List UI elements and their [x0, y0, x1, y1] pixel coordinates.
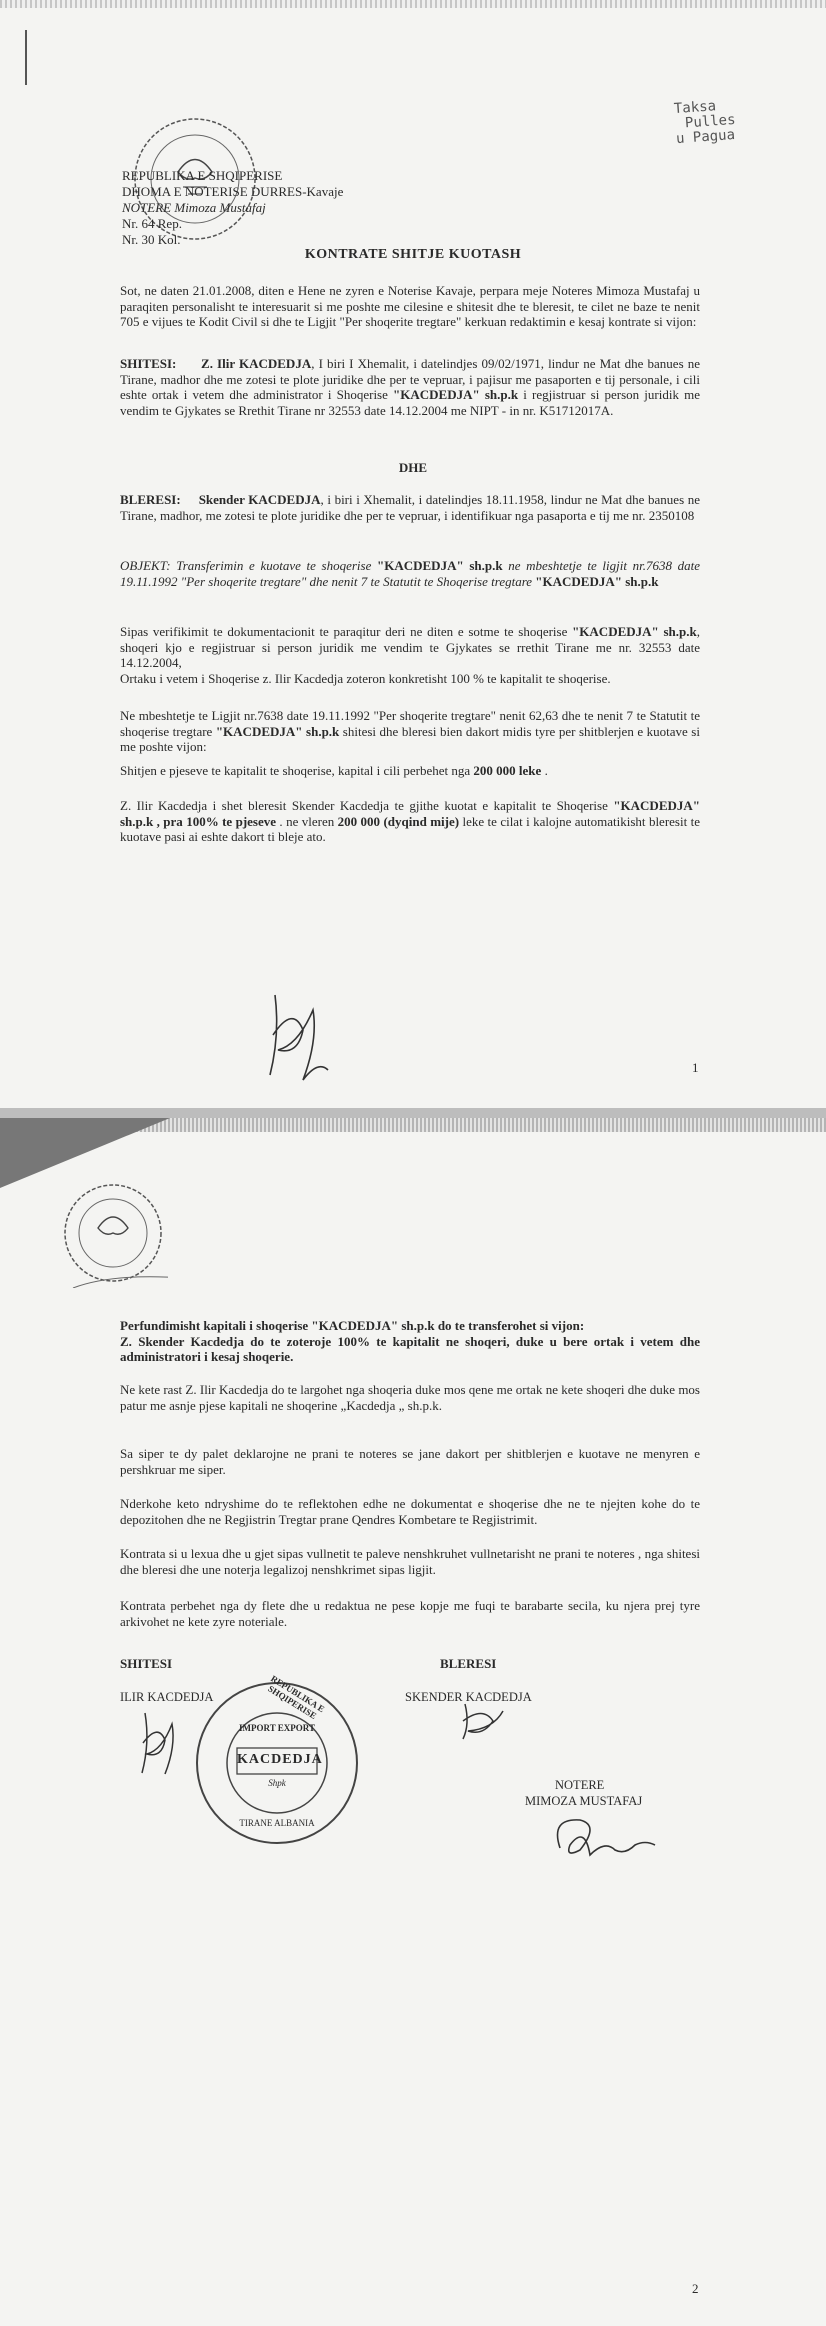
- company-name: "KACDEDJA" sh.p.k: [215, 723, 340, 739]
- buyer-text: , i biri i Xhemalit, i datelindjes 18.11.1958, lindur ne Mat dhe banues ne Tirane, madhor, me zotesi te plote juridike dhe per te vepruar, i identifikuar nga pasaporta e tij me nr. 2350108: [120, 492, 701, 523]
- tax-stamp-line: u Pagua: [675, 126, 736, 148]
- seller-text: i regjistruar si person juridik me vendim te Gjykates se Rrethit Tirane nr 32553 date 14.12.2004 me NIPT - in nr. K51712017A.: [120, 387, 700, 418]
- buyer-paragraph: [120, 492, 700, 523]
- company-name: "KACDEDJA" sh.p.k: [535, 573, 659, 589]
- seller-heading: SHITESI: [120, 1656, 173, 1671]
- law-text: shitesi dhe bleresi bien dakort midis tyre per shitblerjen e kuotave si me poshte vijon:: [120, 723, 700, 754]
- capital-text: Shitjen e pjeseve te kapitalit te shoqerise, kapital i cili perbehet nga: [120, 763, 474, 778]
- sale-text: Z. Ilir Kacdedja i shet bleresit Skender Kacdedja te gjithe kuotat e kapitalit te Shoqerise: [120, 798, 614, 813]
- final-paragraph: [120, 1318, 700, 1365]
- seller-paragraph: [120, 356, 700, 418]
- sale-paragraph: [120, 798, 700, 845]
- header-line: DHOMA E NOTERISE DURRES-Kavaje: [122, 184, 344, 199]
- signature-icon: [540, 1808, 670, 1868]
- paragraph-5: Kontrata perbehet nga dy flete dhe u redaktua ne pese kopje me fuqi te barabarte secila, ku njera prej tyre arkivohet ne kete zyre noteriale.: [120, 1598, 700, 1629]
- document-page-2: [0, 1118, 826, 2326]
- law-text: Ne mbeshtetje te Ligjit nr.7638 date 19.11.1992 "Per shoqerite tregtare" nenit 62,63 dhe te nenit 7 te Statutit te shoqerise tregtare: [120, 708, 700, 739]
- buyer-label: BLERESI:: [120, 492, 181, 507]
- company-seal: [192, 1673, 362, 1848]
- tax-stamp-text: [674, 98, 738, 147]
- and-label: DHE: [398, 460, 428, 475]
- signature-icon: [255, 985, 345, 1095]
- final-text: Z. Skender Kacdedja do te zoteroje 100% te kapitalit ne shoqeri, duke u bere ortak i vetem dhe administratori i kesaj shoqerie.: [120, 1333, 700, 1364]
- intro-paragraph: Sot, ne daten 21.01.2008, diten e Hene ne zyren e Noterise Kavaje, perpara meje Noteres Mimoza Mustafaj u paraqiten personalisht te interesuarit si me poshte me cilesine e shitesit dhe te bleresit, te cilet ne baze te nenit 705 e vijues te Kodit Civil si dhe te Ligjit "Per shoqerite tregtare" kerkuan redaktimin e kesaj kontrate si vijon:: [120, 283, 700, 329]
- verification-text: Ortaku i vetem i Shoqerise z. Ilir Kacdedja zoteron konkretisht 100 % te kapitalit te shoqerise.: [120, 670, 611, 686]
- capital-paragraph: [120, 763, 700, 779]
- verification-text: Sipas verifikimit te dokumentacionit te paraqitur deri ne diten e sotme te shoqerise: [120, 624, 573, 639]
- seal-text-bottom: TIRANE ALBANIA: [239, 1818, 315, 1828]
- paragraph-2: Sa siper te dy palet deklarojne ne prani te noteres se jane dakort per shitblerjen e kuotave ne menyren e pershkruar me siper.: [120, 1446, 700, 1477]
- company-name: "KACDEDJA" sh.p.k: [393, 387, 519, 402]
- buyer-name: Skender KACDEDJA: [198, 492, 321, 507]
- seller-sign-name: ILIR KACDEDJA: [120, 1690, 214, 1704]
- page-number: 2: [692, 2281, 699, 2296]
- header-line: REPUBLIKA E SHQIPERISE: [122, 168, 283, 183]
- final-text: Perfundimisht kapitali i shoqerise "KACDEDJA" sh.p.k do te transferohet si vijon:: [120, 1318, 585, 1333]
- paragraph-3: Nderkohe keto ndryshime do te reflektohen edhe ne dokumentat e shoqerise dhe ne te njejten kohe do te depozitohen dhe ne Regjistrin Tregtar prane Qendres Kombetare te Regjistrimit.: [120, 1496, 700, 1527]
- seal-text-name: KACDEDJA: [237, 1752, 323, 1767]
- seller-text: , I biri I Xhemalit, i datelindjes 09/02/1971, lindur ne Mat dhe banues ne Tirane, madhor dhe me zotesi te plote juridike dhe per te vepruar, i pajisur me pasaporten e tij personale, i cili eshte ortak i vetem dhe administrator i Shoqerise: [120, 356, 701, 402]
- page-gap: [0, 1108, 826, 1118]
- page-number: 1: [692, 1060, 699, 1075]
- signature-icon: [130, 1703, 200, 1783]
- margin-mark: [25, 30, 27, 85]
- capital-value: 200 000 leke: [473, 763, 542, 778]
- page-title: KONTRATE SHITJE KUOTASH: [304, 247, 522, 262]
- law-paragraph: [120, 708, 700, 755]
- header-line: NOTERE Mimoza Mustafaj: [122, 200, 266, 215]
- document-page-1: [0, 0, 826, 1108]
- seal-text-top: REPUBLIKA E SHQIPERISE: [266, 1673, 327, 1722]
- verification-text: , shoqeri kjo e regjistruar si person juridik me vendim te Gjykates se rrethit Tirane me nr. 32553 date 14.12.2004,: [120, 624, 700, 670]
- tax-stamp-line: Pulles: [684, 111, 737, 132]
- company-name: "KACDEDJA" sh.p.k: [572, 624, 697, 639]
- object-text: ne mbeshtetje te ligjit nr.7638 date 19.11.1992 "Per shoqerite tregtare" dhe nenit 7 te Statutit te Shoqerise tregtare: [120, 558, 700, 589]
- notary-title: NOTERE: [555, 1778, 605, 1792]
- buyer-heading: BLERESI: [440, 1656, 497, 1671]
- seller-label: SHITESI:: [120, 356, 177, 371]
- company-name: "KACDEDJA" sh.p.k , pra 100% te pjeseve: [120, 798, 700, 829]
- sale-text: leke te cilat i kalojne automatikisht bleresit te kuotave pasi ai eshte dakort ti bleje ato.: [120, 813, 700, 844]
- paragraph-4: Kontrata si u lexua dhe u gjet sipas vullnetit te paleve nenshkruhet vullnetarisht ne prani te noteres , nga shitesi dhe bleresi dhe une noterja legalizoj nenshkrimet sipas ligjit.: [120, 1546, 700, 1577]
- buyer-sign-name: SKENDER KACDEDJA: [405, 1690, 532, 1704]
- company-name: "KACDEDJA" sh.p.k: [377, 558, 503, 573]
- notary-header: [122, 168, 343, 248]
- sale-text: . ne vleren: [276, 813, 338, 829]
- scan-edge: [0, 0, 826, 8]
- sale-value: 200 000 (dyqind mije): [337, 813, 460, 829]
- notary-name: MIMOZA MUSTAFAJ: [525, 1794, 643, 1808]
- object-text: OBJEKT: Transferimin e kuotave te shoqerise: [120, 558, 378, 573]
- notary-seal-icon: [58, 1178, 168, 1288]
- verification-paragraph: [120, 624, 700, 686]
- object-paragraph: [120, 558, 700, 589]
- seal-text-mid: IMPORT EXPORT: [239, 1723, 315, 1733]
- seal-text-sub: Shpk: [268, 1778, 286, 1788]
- header-line: Nr. 64 Rep.: [122, 216, 182, 231]
- header-line: Nr. 30 Kol.: [122, 232, 181, 247]
- seller-name: Z. Ilir KACDEDJA: [201, 356, 312, 371]
- tax-stamp-line: Taksa: [673, 98, 718, 118]
- signature-icon: [455, 1696, 515, 1746]
- capital-text: .: [541, 763, 548, 778]
- paragraph-1: Ne kete rast Z. Ilir Kacdedja do te largohet nga shoqeria duke mos qene me ortak ne kete shoqeri dhe duke mos patur me asnje pjese kapitali ne shoqerine „Kacdedja „ sh.p.k.: [120, 1382, 700, 1413]
